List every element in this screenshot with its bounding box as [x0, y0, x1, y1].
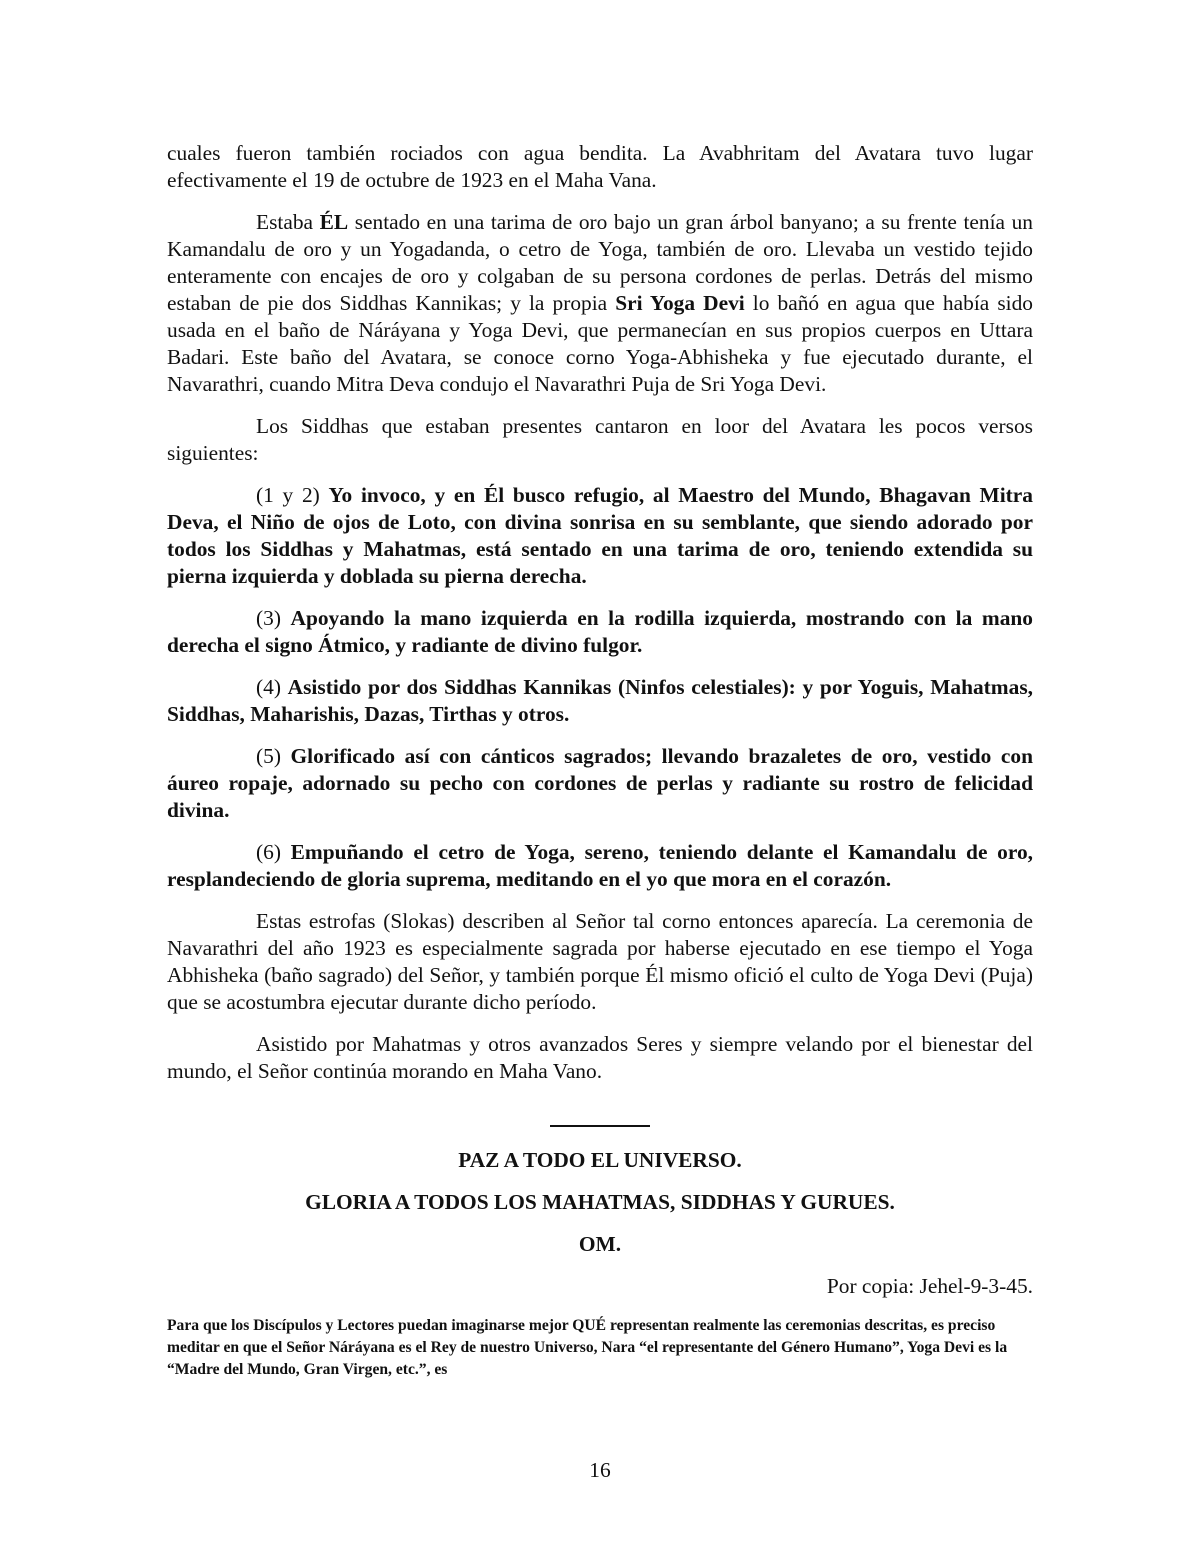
- paragraph: [167, 743, 1033, 824]
- closing-block: [167, 1147, 1033, 1258]
- section-divider: [550, 1125, 650, 1127]
- bold-text: Apoyando la mano izquierda en la rodilla izquierda, mostrando con la mano derecha el signo Átmico, y radiante de divino fulgor.: [167, 606, 1033, 657]
- text-run: (3): [256, 606, 291, 630]
- paragraph: [167, 1031, 1033, 1085]
- body-text: [167, 140, 1033, 1085]
- text-run: (6): [256, 840, 291, 864]
- paragraph: [167, 839, 1033, 893]
- text-run: Asistido por Mahatmas y otros avanzados Seres y siempre velando por el bienestar del mundo, el Señor continúa morando en Maha Vano.: [167, 1032, 1033, 1083]
- text-run: lo bañó en agua que había sido usada en el baño de Náráyana y Yoga Devi, que permanecían en sus propios cuerpos en Uttara Badari. Este baño del Avatara, se conoce corno Yoga-Abhisheka y fue ejecutado durante, el Navarathri, cuando Mitra Deva condujo el Navarathri Puja de Sri Yoga Devi.: [167, 291, 1033, 396]
- bold-text: Sri Yoga Devi: [615, 291, 745, 315]
- paragraph: [167, 605, 1033, 659]
- text-run: Estas estrofas (Slokas) describen al Señor tal corno entonces aparecía. La ceremonia de Navarathri del año 1923 es especialmente sagrada por haberse ejecutado en ese tiempo el Yoga Abhisheka (baño sagrado) del Señor, y también porque Él mismo ofició el culto de Yoga Devi (Puja) que se acostumbra ejecutar durante dicho período.: [167, 909, 1033, 1014]
- text-run: (1 y 2): [256, 483, 329, 507]
- footnote: Para que los Discípulos y Lectores puedan imaginarse mejor QUÉ representan realmente las ceremonias descritas, es preciso meditar en que el Señor Náráyana es el Rey de nuestro Universo, Nara “el representante del Género Humano”, Yoga Devi es la “Madre del Mundo, Gran Virgen, etc.”, es: [167, 1317, 1008, 1378]
- bold-text: Asistido por dos Siddhas Kannikas (Ninfos celestiales): y por Yoguis, Mahatmas, Siddhas, Maharishis, Dazas, Tirthas y otros.: [167, 675, 1033, 726]
- document-page: [167, 140, 1033, 1396]
- text-run: Estaba: [256, 210, 320, 234]
- page-number: 16: [589, 1458, 611, 1482]
- paragraph: [167, 209, 1033, 398]
- closing-line-1: PAZ A TODO EL UNIVERSO.: [458, 1148, 742, 1172]
- text-run: (4): [256, 675, 288, 699]
- bold-text: Empuñando el cetro de Yoga, sereno, teniendo delante el Kamandalu de oro, resplandeciendo de gloria suprema, meditando en el yo que mora en el corazón.: [167, 840, 1033, 891]
- paragraph: [167, 674, 1033, 728]
- closing-line-3: OM.: [578, 1232, 622, 1256]
- bold-text: ÉL: [319, 210, 349, 234]
- text-run: cuales fueron también rociados con agua bendita. La Avabhritam del Avatara tuvo lugar efectivamente el 19 de octubre de 1923 en el Maha Vana.: [167, 141, 1033, 192]
- text-run: Los Siddhas que estaban presentes cantaron en loor del Avatara les pocos versos siguientes:: [167, 414, 1033, 465]
- bold-text: Yo invoco, y en Él busco refugio, al Maestro del Mundo, Bhagavan Mitra Deva, el Niño de ojos de Loto, con divina sonrisa en su semblante, que siendo adorado por todos los Siddhas y Mahatmas, está sentado en una tarima de oro, teniendo extendida su pierna izquierda y doblada su pierna derecha.: [167, 483, 1033, 588]
- paragraph: [167, 908, 1033, 1016]
- bold-text: Glorificado así con cánticos sagrados; llevando brazaletes de oro, vestido con áureo ropaje, adornado su pecho con cordones de perlas y radiante su rostro de felicidad divina.: [167, 744, 1033, 822]
- paragraph: [167, 140, 1033, 194]
- text-run: (5): [256, 744, 291, 768]
- closing-line-2: GLORIA A TODOS LOS MAHATMAS, SIDDHAS Y GURUES.: [305, 1190, 895, 1214]
- paragraph: [167, 413, 1033, 467]
- copy-note: Por copia: Jehel-9-3-45.: [826, 1274, 1033, 1298]
- paragraph: [167, 482, 1033, 590]
- text-run: sentado en una tarima de oro bajo un gran árbol banyano; a su frente tenía un Kamandalu de oro y un Yogadanda, o cetro de Yoga, también de oro. Llevaba un vestido tejido enteramente con encajes de oro y colgaban de su persona cordones de perlas. Detrás del mismo estaban de pie dos Siddhas Kannikas; y la propia: [167, 210, 1033, 315]
